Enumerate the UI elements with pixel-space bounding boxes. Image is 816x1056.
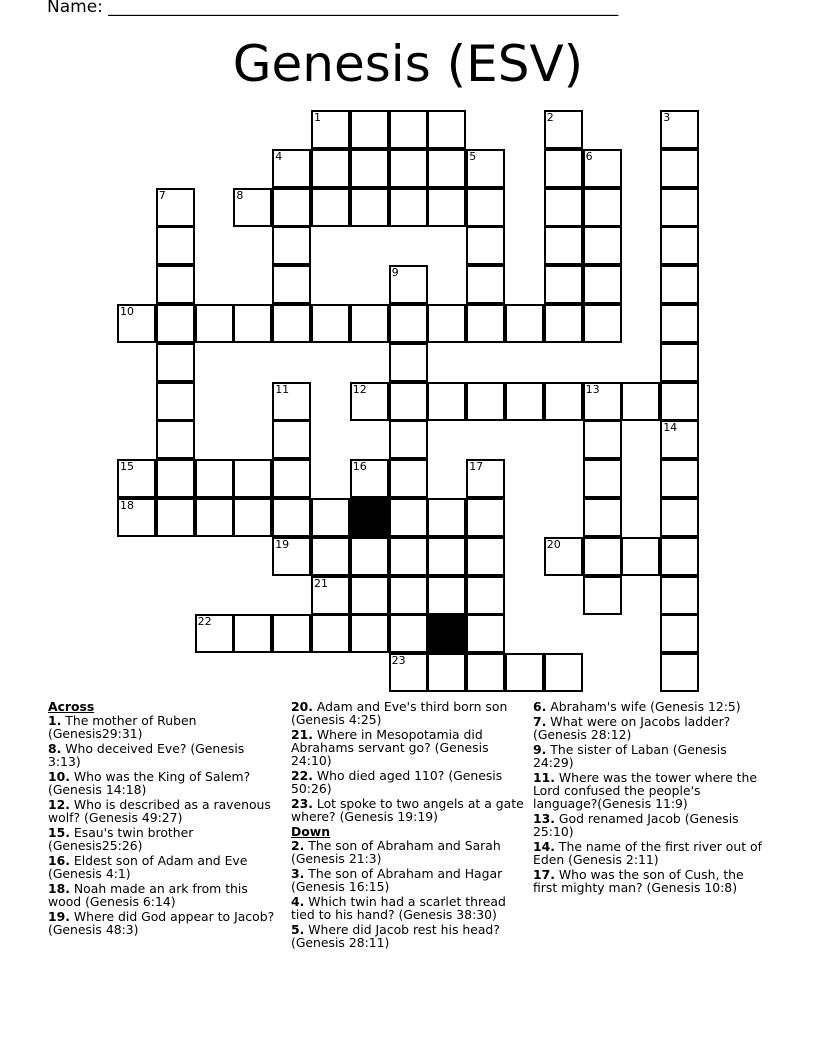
grid-cell[interactable]: [350, 537, 389, 576]
grid-cell[interactable]: [195, 614, 234, 653]
grid-cell[interactable]: [583, 265, 622, 304]
clue-text: What were on Jacobs ladder? (Genesis 28:12): [533, 714, 731, 742]
clue-number: 16: [352, 460, 367, 474]
clue-number-label: 13.: [533, 811, 555, 826]
clue-number: 11: [275, 382, 290, 396]
clue-text: Who is described as a ravenous wolf? (Genesis 49:27): [48, 796, 271, 825]
clue-text: Esau's twin brother (Genesis25:26): [48, 824, 194, 853]
grid-cell[interactable]: [195, 498, 234, 537]
grid-cell[interactable]: [156, 188, 195, 227]
grid-cell[interactable]: [156, 304, 195, 343]
clue-number-label: 16.: [48, 852, 70, 868]
clue: [291, 921, 527, 950]
clue-number-label: 1.: [48, 712, 62, 728]
clue: [48, 796, 280, 825]
grid-cell[interactable]: [544, 149, 583, 188]
grid-cell[interactable]: [466, 304, 505, 343]
grid-cell[interactable]: [389, 420, 428, 459]
grid-cell[interactable]: [272, 304, 311, 343]
grid-cell[interactable]: [311, 498, 350, 537]
down-clue-list-continued: [533, 701, 765, 895]
clue-number: 9: [391, 266, 399, 280]
clue-number-label: 3.: [291, 865, 305, 881]
grid-cell[interactable]: [272, 188, 311, 227]
clue: [48, 908, 280, 937]
clue-number-label: 15.: [48, 824, 70, 840]
clue-number: 12: [352, 382, 367, 396]
clue: [48, 768, 280, 797]
grid-cell[interactable]: [544, 188, 583, 227]
grid-cell[interactable]: [350, 459, 389, 498]
clue-number-label: 8.: [48, 740, 62, 756]
clue-text: The name of the first river out of Eden (Genesis 2:11): [533, 839, 762, 867]
clue-number-label: 7.: [533, 714, 547, 730]
grid-cell[interactable]: [117, 459, 156, 498]
grid-cell[interactable]: [272, 614, 311, 653]
grid-cell[interactable]: [660, 653, 699, 692]
grid-cell[interactable]: [389, 188, 428, 227]
grid-cell[interactable]: [272, 265, 311, 304]
grid-cell[interactable]: [505, 653, 544, 692]
clue-number: 3: [663, 111, 671, 124]
clue: [291, 701, 527, 727]
grid-cell[interactable]: [350, 110, 389, 149]
grid-cell[interactable]: [660, 382, 699, 421]
grid-cell[interactable]: [156, 343, 195, 382]
grid-cell[interactable]: [427, 537, 466, 576]
grid-cell[interactable]: [583, 420, 622, 459]
clue: [533, 813, 765, 839]
clue-number: 21: [314, 576, 328, 590]
clue-number-label: 19.: [48, 908, 70, 924]
clue: [291, 767, 527, 796]
grid-cell[interactable]: [389, 498, 428, 537]
clue-number: 2: [546, 111, 554, 124]
grid-cell[interactable]: [544, 110, 583, 149]
grid-cell[interactable]: [156, 459, 195, 498]
clue: [533, 744, 765, 770]
clue-text: Who was the King of Salem? (Genesis 14:18): [48, 768, 251, 797]
grid-cell[interactable]: [272, 498, 311, 537]
grid-cell[interactable]: [389, 265, 428, 304]
clue: [291, 795, 527, 824]
grid-cell[interactable]: [117, 498, 156, 537]
grid-cell[interactable]: [660, 459, 699, 498]
down-heading: Down: [291, 823, 331, 839]
grid-cell[interactable]: [427, 653, 466, 692]
grid-cell[interactable]: [466, 498, 505, 537]
grid-cell[interactable]: [660, 110, 699, 149]
clue: [533, 841, 765, 867]
clue-number-label: 2.: [291, 837, 305, 853]
clue-number: 6: [585, 149, 593, 163]
clue-text: The sister of Laban (Genesis 24:29): [533, 742, 727, 770]
clues-column-1: [48, 701, 280, 939]
clue: [48, 852, 280, 881]
grid-cell[interactable]: [583, 226, 622, 265]
grid-cell[interactable]: [389, 304, 428, 343]
grid-cell[interactable]: [466, 265, 505, 304]
grid-cell[interactable]: [350, 149, 389, 188]
grid-cell[interactable]: [427, 110, 466, 149]
clue-number: 18: [120, 499, 134, 512]
grid-cell[interactable]: [389, 382, 428, 421]
grid-cell[interactable]: [583, 149, 622, 188]
clue-text: The son of Abraham and Sarah (Genesis 21:3): [291, 837, 501, 866]
clue-number-label: 10.: [48, 768, 70, 784]
grid-cell[interactable]: [660, 149, 699, 188]
clue-text: God renamed Jacob (Genesis 25:10): [533, 811, 739, 839]
clue-number: 5: [469, 149, 477, 163]
grid-cell[interactable]: [583, 304, 622, 343]
clue-number-label: 23.: [291, 795, 313, 811]
grid-cell[interactable]: [660, 576, 699, 615]
clue-text: Eldest son of Adam and Eve (Genesis 4:1): [48, 852, 248, 881]
clue-text: Where was the tower where the Lord confused the people's language?(Genesis 11:9): [533, 770, 757, 811]
clue-number: 15: [120, 460, 134, 474]
clue-number: 13: [585, 382, 600, 396]
across-clue-list-continued: [291, 701, 527, 824]
grid-cell[interactable]: [544, 382, 583, 421]
clue-number: 17: [469, 460, 484, 474]
grid-cell[interactable]: [311, 537, 350, 576]
grid-cell[interactable]: [389, 653, 428, 692]
grid-cell[interactable]: [389, 110, 428, 149]
grid-cell[interactable]: [660, 537, 699, 576]
clue-number-label: 22.: [291, 767, 313, 783]
clue: [291, 729, 527, 768]
grid-cell[interactable]: [660, 498, 699, 537]
grid-cell[interactable]: [233, 614, 272, 653]
clue-text: Where did God appear to Jacob? (Genesis 48:3): [48, 908, 275, 937]
clue-text: Who deceived Eve? (Genesis 3:13): [48, 740, 245, 769]
grid-cell[interactable]: [466, 149, 505, 188]
grid-cell[interactable]: [233, 188, 272, 227]
clue-number: 14: [663, 421, 678, 435]
grid-cell[interactable]: [466, 188, 505, 227]
grid-cell[interactable]: [466, 537, 505, 576]
clue: [48, 712, 280, 741]
clue-number: 10: [120, 305, 134, 318]
clue-number: 20: [546, 537, 561, 551]
clue: [291, 865, 527, 894]
grid-cell[interactable]: [389, 459, 428, 498]
clue-text: Noah made an ark from this wood (Genesis 6:14): [48, 880, 248, 909]
grid-cell[interactable]: [156, 420, 195, 459]
grid-cell[interactable]: [195, 459, 234, 498]
grid-cell[interactable]: [272, 149, 311, 188]
grid-cell[interactable]: [389, 537, 428, 576]
clue-number-label: 5.: [291, 921, 305, 937]
clue-number-label: 9.: [533, 742, 547, 758]
across-clue-list: [48, 712, 280, 937]
grid-cell[interactable]: [427, 498, 466, 537]
grid-cell[interactable]: [350, 576, 389, 615]
grid-cell[interactable]: [660, 343, 699, 382]
grid-cell[interactable]: [350, 614, 389, 653]
clue-text: Who died aged 110? (Genesis 50:26): [291, 767, 503, 796]
clue-text: Adam and Eve's third born son (Genesis 4:25): [291, 699, 508, 727]
grid-cell[interactable]: [156, 226, 195, 265]
grid-cell[interactable]: [311, 304, 350, 343]
grid-cell[interactable]: [466, 226, 505, 265]
clue-number: 7: [158, 188, 166, 202]
grid-cell[interactable]: [660, 420, 699, 459]
grid-cell[interactable]: [427, 304, 466, 343]
grid-cell[interactable]: [156, 498, 195, 537]
grid-cell[interactable]: [466, 576, 505, 615]
grid-cell[interactable]: [156, 382, 195, 421]
clue-text: Which twin had a scarlet thread tied to his hand? (Genesis 38:30): [291, 893, 506, 922]
grid-cell[interactable]: [233, 498, 272, 537]
clue-number-label: 4.: [291, 893, 305, 909]
clue-text: Where did Jacob rest his head? (Genesis 28:11): [291, 921, 500, 950]
grid-cell[interactable]: [583, 576, 622, 615]
grid-cell[interactable]: [660, 265, 699, 304]
grid-cell[interactable]: [350, 382, 389, 421]
grid-cell[interactable]: [660, 304, 699, 343]
grid-cell[interactable]: [156, 265, 195, 304]
clue-number-label: 6.: [533, 699, 547, 714]
grid-cell[interactable]: [583, 537, 622, 576]
blocked-cell: [427, 614, 466, 653]
grid-cell[interactable]: [272, 382, 311, 421]
clue-number: 19: [275, 537, 290, 551]
grid-cell[interactable]: [505, 382, 544, 421]
grid-cell[interactable]: [621, 537, 660, 576]
clues-column-3: [533, 701, 765, 897]
grid-cell[interactable]: [233, 304, 272, 343]
grid-cell[interactable]: [660, 614, 699, 653]
clue: [48, 740, 280, 769]
grid-cell[interactable]: [583, 459, 622, 498]
grid-cell[interactable]: [117, 304, 156, 343]
grid-cell[interactable]: [466, 382, 505, 421]
grid-cell[interactable]: [427, 188, 466, 227]
grid-cell[interactable]: [544, 304, 583, 343]
grid-cell[interactable]: [272, 226, 311, 265]
clue-number: 1: [314, 111, 321, 124]
grid-cell[interactable]: [427, 576, 466, 615]
grid-cell[interactable]: [350, 188, 389, 227]
grid-cell[interactable]: [389, 576, 428, 615]
grid-cell[interactable]: [427, 149, 466, 188]
clue-number-label: 20.: [291, 699, 313, 714]
grid-cell[interactable]: [311, 576, 350, 615]
grid-cell[interactable]: [272, 537, 311, 576]
clue-number: 8: [236, 188, 244, 202]
clue: [533, 869, 765, 895]
grid-cell[interactable]: [583, 382, 622, 421]
clue-text: The mother of Ruben (Genesis29:31): [48, 712, 197, 741]
page-title: Genesis (ESV): [232, 35, 584, 93]
clue: [48, 824, 280, 853]
blocked-cell: [350, 498, 389, 537]
clue: [533, 716, 765, 742]
clues-column-2: [291, 701, 527, 952]
grid-cell[interactable]: [389, 149, 428, 188]
clue-number: 22: [197, 615, 212, 629]
grid-cell[interactable]: [505, 304, 544, 343]
clue-text: The son of Abraham and Hagar (Genesis 16:15): [291, 865, 503, 894]
clue-text: Where in Mesopotamia did Abrahams servant go? (Genesis 24:10): [291, 727, 489, 768]
down-clue-list: [291, 837, 527, 950]
grid-cell[interactable]: [195, 304, 234, 343]
clue-number-label: 12.: [48, 796, 70, 812]
clue-number: 23: [391, 654, 406, 668]
grid-cell[interactable]: [311, 188, 350, 227]
clue-number: 4: [275, 149, 283, 163]
clue: [48, 880, 280, 909]
name-field-label: Name: ____________________________________________________________: [47, 0, 619, 17]
grid-cell[interactable]: [389, 343, 428, 382]
grid-cell[interactable]: [660, 188, 699, 227]
clue-number-label: 17.: [533, 867, 555, 882]
grid-cell[interactable]: [272, 459, 311, 498]
grid-cell[interactable]: [427, 382, 466, 421]
grid-cell[interactable]: [466, 653, 505, 692]
grid-cell[interactable]: [544, 226, 583, 265]
grid-cell[interactable]: [311, 614, 350, 653]
grid-cell[interactable]: [389, 614, 428, 653]
grid-cell[interactable]: [311, 110, 350, 149]
clue-text: Lot spoke to two angels at a gate where? (Genesis 19:19): [291, 795, 524, 824]
clue-number-label: 11.: [533, 770, 555, 786]
clue-number-label: 18.: [48, 880, 70, 896]
grid-cell[interactable]: [583, 498, 622, 537]
clue: [291, 893, 527, 922]
across-heading: Across: [48, 699, 95, 714]
grid-cell[interactable]: [350, 304, 389, 343]
clue: [533, 772, 765, 811]
clue: [291, 837, 527, 866]
grid-cell[interactable]: [466, 459, 505, 498]
grid-cell[interactable]: [544, 537, 583, 576]
grid-cell[interactable]: [311, 149, 350, 188]
grid-cell[interactable]: [466, 614, 505, 653]
clue: [533, 701, 765, 714]
grid-cell[interactable]: [233, 459, 272, 498]
clue-text: Abraham's wife (Genesis 12:5): [550, 699, 741, 714]
grid-cell[interactable]: [272, 420, 311, 459]
clue-number-label: 14.: [533, 839, 555, 854]
grid-cell[interactable]: [544, 265, 583, 304]
grid-cell[interactable]: [621, 382, 660, 421]
clue-number-label: 21.: [291, 727, 313, 742]
grid-cell[interactable]: [544, 653, 583, 692]
grid-cell[interactable]: [660, 226, 699, 265]
clue-text: Who was the son of Cush, the first mighty man? (Genesis 10:8): [533, 867, 744, 895]
grid-cell[interactable]: [583, 188, 622, 227]
